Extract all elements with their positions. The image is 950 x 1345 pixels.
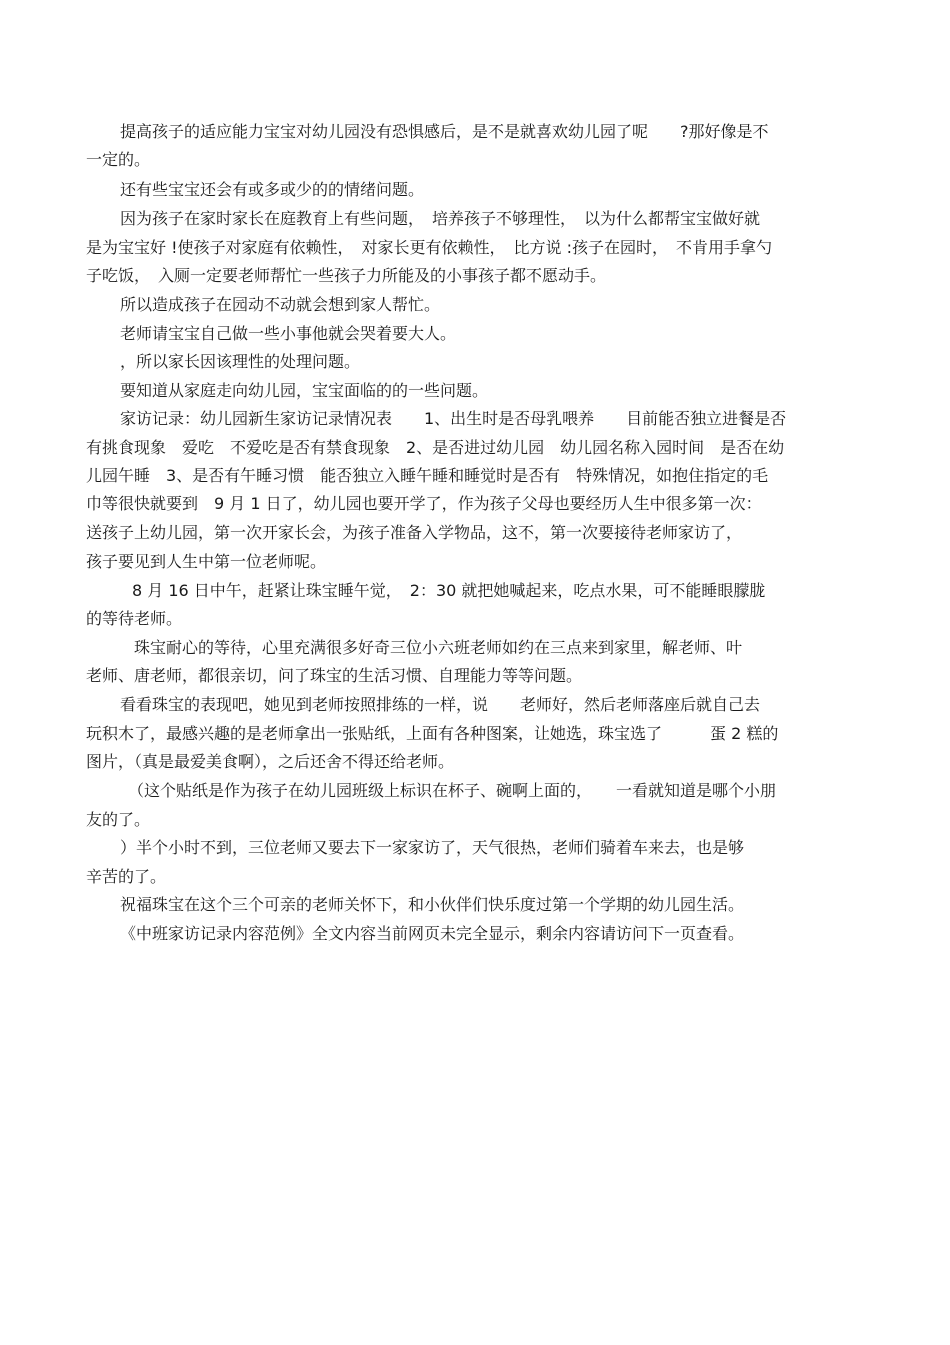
paragraph-line: 因为孩子在家时家长在庭教育上有些问题， 培养孩子不够理性， 以为什么都帮宝宝做好就 [120, 209, 761, 228]
paragraph-line: 巾等很快就要到 9 月 1 日了，幼儿园也要开学了，作为孩子父母也要经历人生中很多第一次： [86, 494, 762, 513]
paragraph-line: 儿园午睡 3、是否有午睡习惯 能否独立入睡午睡和睡觉时是否有 特殊情况，如抱住指定的毛 [86, 466, 769, 485]
paragraph-line: 友的了。 [86, 810, 151, 829]
paragraph-line: ）半个小时不到，三位老师又要去下一家家访了，天气很热，老师们骑着车来去，也是够 [120, 838, 745, 857]
paragraph-line: 有挑食现象 爱吃 不爱吃是否有禁食现象 2、是否进过幼儿园 幼儿园名称入园时间 是否在幼 [86, 438, 785, 457]
paragraph-line: 子吃饭， 入厕一定要老师帮忙一些孩子力所能及的小事孩子都不愿动手。 [86, 266, 607, 285]
paragraph-line: 老师请宝宝自己做一些小事他就会哭着要大人。 [120, 324, 457, 343]
paragraph-line: 的等待老师。 [86, 609, 183, 628]
paragraph-line: 孩子要见到人生中第一位老师呢。 [86, 552, 327, 571]
paragraph-line: 珠宝耐心的等待，心里充满很多好奇三位小六班老师如约在三点来到家里，解老师、叶 [134, 638, 743, 657]
paragraph-line: 送孩子上幼儿园，第一次开家长会，为孩子准备入学物品，这不，第一次要接待老师家访了， [86, 523, 743, 542]
paragraph-line: 辛苦的了。 [86, 867, 167, 886]
paragraph-line: 老师、唐老师，都很亲切，问了珠宝的生活习惯、自理能力等等问题。 [86, 666, 583, 685]
paragraph-line: 祝福珠宝在这个三个可亲的老师关怀下，和小伙伴们快乐度过第一个学期的幼儿园生活。 [120, 895, 745, 914]
paragraph-line: ，所以家长因该理性的处理问题。 [120, 352, 361, 371]
paragraph-line: 还有些宝宝还会有或多或少的的情绪问题。 [120, 180, 425, 199]
paragraph-line: 8 月 16 日中午，赶紧让珠宝睡午觉， 2：30 就把她喊起来，吃点水果，可不能睡眼朦胧 [132, 581, 766, 600]
paragraph-line: 是为宝宝好 !使孩子对家庭有依赖性， 对家长更有依赖性， 比方说 :孩子在园时， 不肯用手拿勺 [86, 238, 772, 257]
paragraph-line: 一定的。 [86, 150, 151, 169]
paragraph-line: 玩积木了，最感兴趣的是老师拿出一张贴纸，上面有各种图案，让她选，珠宝选了 蛋 2 糕的 [86, 724, 779, 743]
paragraph-line: 提高孩子的适应能力宝宝对幼儿园没有恐惧感后，是不是就喜欢幼儿园了呢 ?那好像是不 [120, 122, 769, 141]
paragraph-line: 《中班家访记录内容范例》全文内容当前网页未完全显示，剩余内容请访问下一页查看。 [120, 924, 745, 943]
paragraph-line: （这个贴纸是作为孩子在幼儿园班级上标识在杯子、碗啊上面的， 一看就知道是哪个小朋 [128, 781, 777, 800]
paragraph-line: 家访记录：幼儿园新生家访记录情况表 1、出生时是否母乳喂养 目前能否独立进餐是否 [120, 409, 787, 428]
paragraph-line: 图片，（真是最爱美食啊），之后还舍不得还给老师。 [86, 752, 455, 771]
paragraph-line: 要知道从家庭走向幼儿园，宝宝面临的的一些问题。 [120, 381, 489, 400]
paragraph-line: 看看珠宝的表现吧，她见到老师按照排练的一样，说 老师好，然后老师落座后就自己去 [120, 695, 761, 714]
paragraph-line: 所以造成孩子在园动不动就会想到家人帮忙。 [120, 295, 441, 314]
